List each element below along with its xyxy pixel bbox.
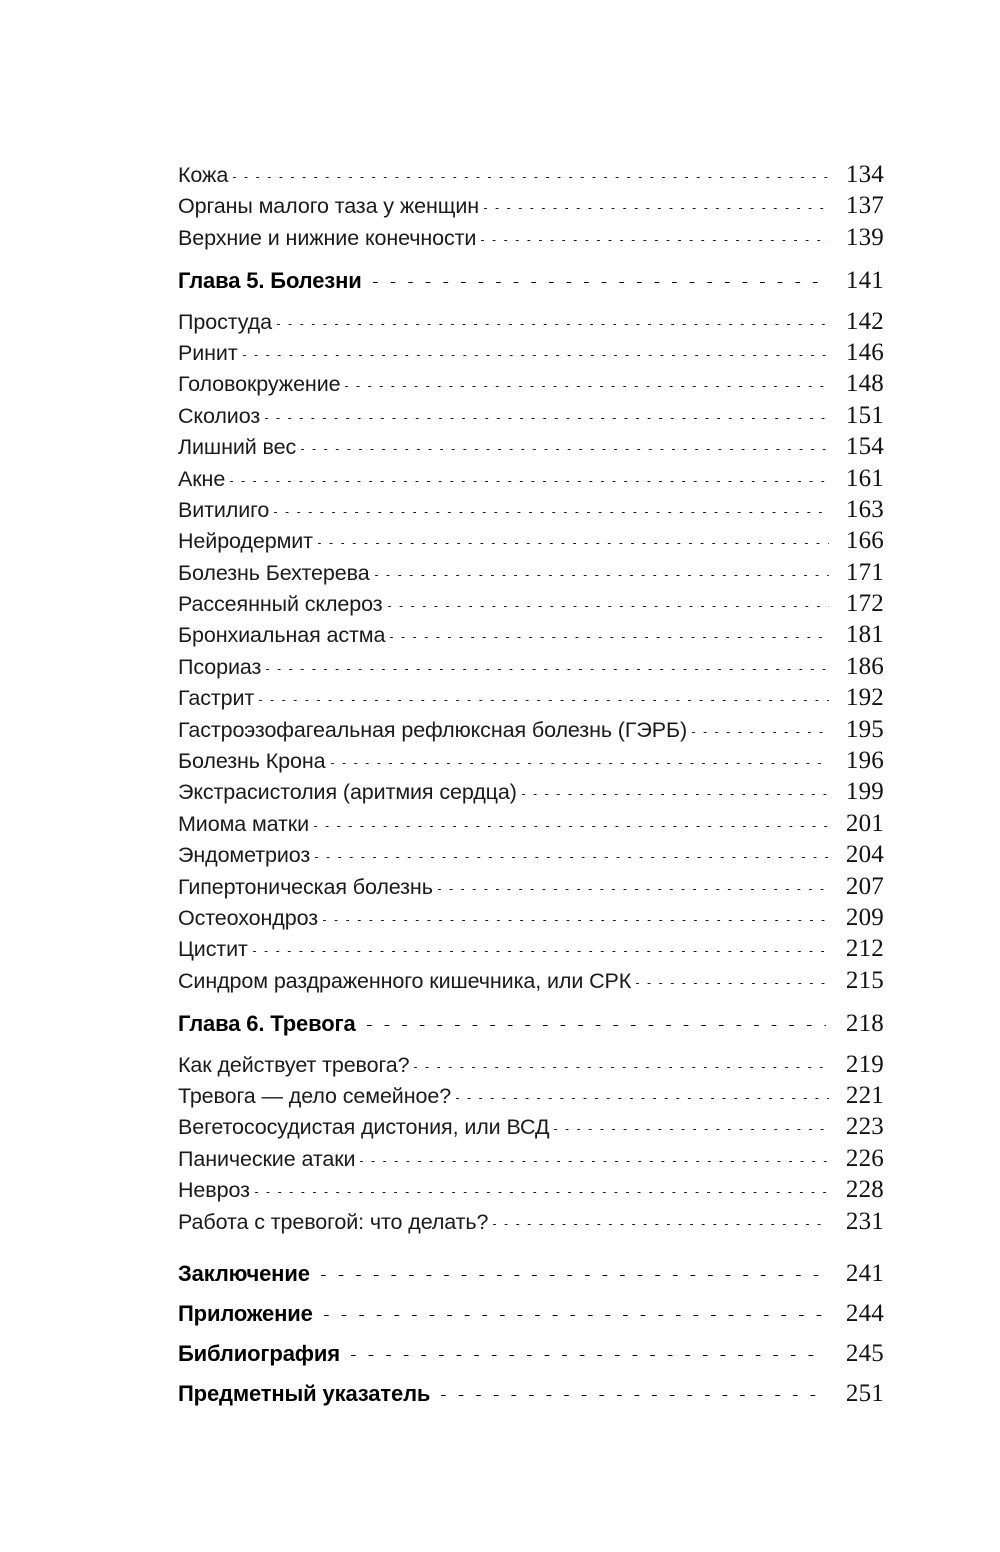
toc-dot-leader (259, 700, 829, 701)
toc-dot-leader (438, 889, 829, 890)
toc-entry[interactable] (178, 654, 884, 685)
toc-entry-title: Тревога — дело семейное? (178, 1083, 452, 1108)
toc-entry-list (178, 162, 884, 1422)
toc-entry-title: Глава 5. Болезни (178, 268, 362, 294)
toc-entry-page-number: 201 (845, 809, 884, 837)
toc-entry[interactable] (178, 1261, 884, 1301)
toc-entry-page-number: 139 (845, 223, 884, 251)
toc-entry-page-number: 219 (845, 1050, 884, 1078)
toc-entry-title: Простуда (178, 309, 272, 334)
toc-entry-title: Остеохондроз (178, 905, 318, 930)
toc-entry-title: Головокружение (178, 372, 341, 397)
toc-entry[interactable] (178, 268, 884, 299)
toc-entry-page-number: 161 (845, 464, 884, 492)
toc-dot-leader (636, 983, 829, 984)
toc-dot-leader (277, 324, 829, 325)
toc-entry-page-number: 146 (845, 338, 884, 366)
toc-entry-page-number: 166 (845, 527, 884, 555)
toc-entry[interactable] (178, 842, 884, 873)
toc-entry-page-number: 163 (845, 495, 884, 523)
toc-dot-leader (266, 669, 829, 670)
toc-entry-title: Акне (178, 466, 226, 491)
toc-dot-leader (314, 826, 829, 827)
toc-entry[interactable] (178, 1209, 884, 1240)
toc-dot-leader (255, 1192, 829, 1193)
toc-entry-page-number: 207 (845, 872, 884, 900)
toc-entry-page-number: 181 (845, 621, 884, 649)
toc-entry-title: Витилиго (178, 497, 270, 522)
toc-entry-title: Приложение (178, 1301, 313, 1327)
toc-entry-page-number: 195 (845, 715, 884, 743)
toc-entry-page-number: 212 (845, 935, 884, 963)
toc-dot-leader (233, 177, 829, 178)
toc-entry[interactable] (178, 1011, 884, 1042)
toc-entry-page-number: 196 (845, 747, 884, 775)
toc-entry[interactable] (178, 340, 884, 371)
toc-entry-title: Глава 6. Тревога (178, 1011, 356, 1037)
toc-dot-leader (692, 732, 829, 733)
toc-dot-leader (441, 1395, 826, 1396)
toc-entry[interactable] (178, 717, 884, 748)
toc-entry-page-number: 215 (845, 966, 884, 994)
toc-entry-page-number: 245 (845, 1340, 884, 1368)
toc-entry-page-number: 209 (845, 903, 884, 931)
toc-entry-title: Нейродермит (178, 529, 313, 554)
toc-entry-page-number: 226 (845, 1144, 884, 1172)
toc-dot-leader (321, 1275, 826, 1276)
toc-entry-page-number: 172 (845, 590, 884, 618)
toc-entry[interactable] (178, 371, 884, 402)
toc-entry[interactable] (178, 1083, 884, 1114)
toc-entry-page-number: 251 (845, 1380, 884, 1408)
toc-entry-page-number: 154 (845, 433, 884, 461)
toc-entry[interactable] (178, 309, 884, 340)
toc-entry[interactable] (178, 528, 884, 559)
toc-entry-page-number: 244 (845, 1300, 884, 1328)
toc-entry-title: Синдром раздраженного кишечника, или СРК (178, 968, 632, 993)
toc-entry-page-number: 142 (845, 307, 884, 335)
toc-entry[interactable] (178, 811, 884, 842)
toc-entry-title: Кожа (178, 163, 229, 187)
toc-entry[interactable] (178, 403, 884, 434)
toc-dot-leader (481, 240, 829, 241)
toc-dot-leader (230, 481, 829, 482)
toc-entry-page-number: 228 (845, 1176, 884, 1204)
toc-dot-leader (301, 449, 829, 450)
toc-entry-title: Библиография (178, 1341, 340, 1367)
toc-dot-leader (360, 1161, 829, 1162)
toc-dot-leader (522, 794, 829, 795)
toc-entry[interactable] (178, 162, 884, 193)
toc-entry[interactable] (178, 779, 884, 810)
toc-dot-leader (373, 282, 826, 283)
toc-entry[interactable] (178, 905, 884, 936)
toc-entry-page-number: 218 (845, 1010, 884, 1038)
toc-entry-page-number: 204 (845, 841, 884, 869)
toc-entry-title: Вегетососудистая дистония, или ВСД (178, 1115, 550, 1140)
toc-entry[interactable] (178, 685, 884, 716)
toc-entry-page-number: 134 (845, 161, 884, 188)
toc-entry[interactable] (178, 591, 884, 622)
toc-entry-title: Работа с тревогой: что делать? (178, 1209, 489, 1234)
toc-entry-title: Панические атаки (178, 1146, 356, 1171)
toc-dot-leader (456, 1098, 829, 1099)
toc-entry[interactable] (178, 622, 884, 653)
toc-dot-leader (265, 418, 829, 419)
toc-entry-title: Псориаз (178, 654, 262, 679)
toc-entry-title: Экстрасистолия (аритмия сердца) (178, 780, 517, 805)
toc-entry-title: Заключение (178, 1260, 310, 1286)
toc-entry-page-number: 137 (845, 192, 884, 220)
toc-entry[interactable] (178, 1146, 884, 1177)
toc-dot-leader (324, 1315, 826, 1316)
toc-entry-title: Гипертоническая болезнь (178, 874, 433, 899)
toc-entry[interactable] (178, 1114, 884, 1145)
toc-entry-title: Сколиоз (178, 403, 261, 428)
toc-entry-title: Цистит (178, 937, 248, 962)
toc-entry[interactable] (178, 748, 884, 779)
toc-entry-page-number: 231 (845, 1207, 884, 1235)
toc-dot-leader (315, 857, 829, 858)
toc-dot-leader (375, 575, 829, 576)
toc-dot-leader (414, 1067, 829, 1068)
toc-entry-page-number: 199 (845, 778, 884, 806)
toc-entry[interactable] (178, 1381, 884, 1421)
toc-entry-page-number: 223 (845, 1113, 884, 1141)
toc-entry[interactable] (178, 1177, 884, 1208)
toc-entry[interactable] (178, 225, 884, 256)
toc-entry-title: Лишний вес (178, 435, 297, 460)
toc-dot-leader (554, 1129, 829, 1130)
toc-entry-title: Как действует тревога? (178, 1052, 410, 1077)
toc-entry-page-number: 141 (845, 267, 884, 295)
toc-entry-title: Болезнь Крона (178, 749, 326, 774)
toc-dot-leader (331, 763, 830, 764)
toc-dot-leader (323, 920, 829, 921)
toc-entry[interactable] (178, 466, 884, 497)
toc-entry-title: Гастрит (178, 686, 255, 711)
toc-entry[interactable] (178, 497, 884, 528)
toc-dot-leader (493, 1224, 829, 1225)
toc-entry-title: Гастроэзофагеальная рефлюксная болезнь (ГЭРБ) (178, 717, 688, 742)
toc-entry-page-number: 151 (845, 401, 884, 429)
toc-entry[interactable] (178, 193, 884, 224)
toc-entry-title: Болезнь Бехтерева (178, 560, 370, 585)
toc-entry[interactable] (178, 560, 884, 591)
toc-entry-page-number: 186 (845, 652, 884, 680)
toc-entry[interactable] (178, 1301, 884, 1341)
toc-entry[interactable] (178, 936, 884, 967)
toc-dot-leader (390, 637, 829, 638)
toc-entry-title: Бронхиальная астма (178, 623, 386, 648)
toc-entry[interactable] (178, 968, 884, 999)
toc-dot-leader (345, 386, 829, 387)
toc-entry-title: Миома матки (178, 811, 310, 836)
toc-dot-leader (243, 355, 829, 356)
toc-entry-page-number: 192 (845, 684, 884, 712)
toc-dot-leader (253, 951, 829, 952)
toc-entry-title: Невроз (178, 1178, 250, 1203)
toc-entry-title: Эндометриоз (178, 843, 311, 868)
toc-entry-page-number: 148 (845, 370, 884, 398)
toc-dot-leader (484, 208, 829, 209)
toc-dot-leader (388, 606, 830, 607)
toc-entry-title: Рассеянный склероз (178, 592, 383, 617)
toc-entry-page-number: 241 (845, 1259, 884, 1287)
toc-entry-title: Органы малого таза у женщин (178, 194, 480, 219)
toc-dot-leader (351, 1355, 826, 1356)
toc-dot-leader (274, 512, 829, 513)
toc-entry[interactable] (178, 434, 884, 465)
toc-entry[interactable] (178, 874, 884, 905)
toc-entry[interactable] (178, 1341, 884, 1381)
toc-entry-title: Верхние и нижние конечности (178, 225, 477, 250)
toc-dot-leader (367, 1025, 826, 1026)
toc-dot-leader (318, 543, 829, 544)
toc-entry-page-number: 171 (845, 558, 884, 586)
toc-entry[interactable] (178, 1052, 884, 1083)
toc-entry-page-number: 221 (845, 1081, 884, 1109)
toc-entry-title: Предметный указатель (178, 1381, 431, 1407)
toc-entry-title: Ринит (178, 340, 238, 365)
